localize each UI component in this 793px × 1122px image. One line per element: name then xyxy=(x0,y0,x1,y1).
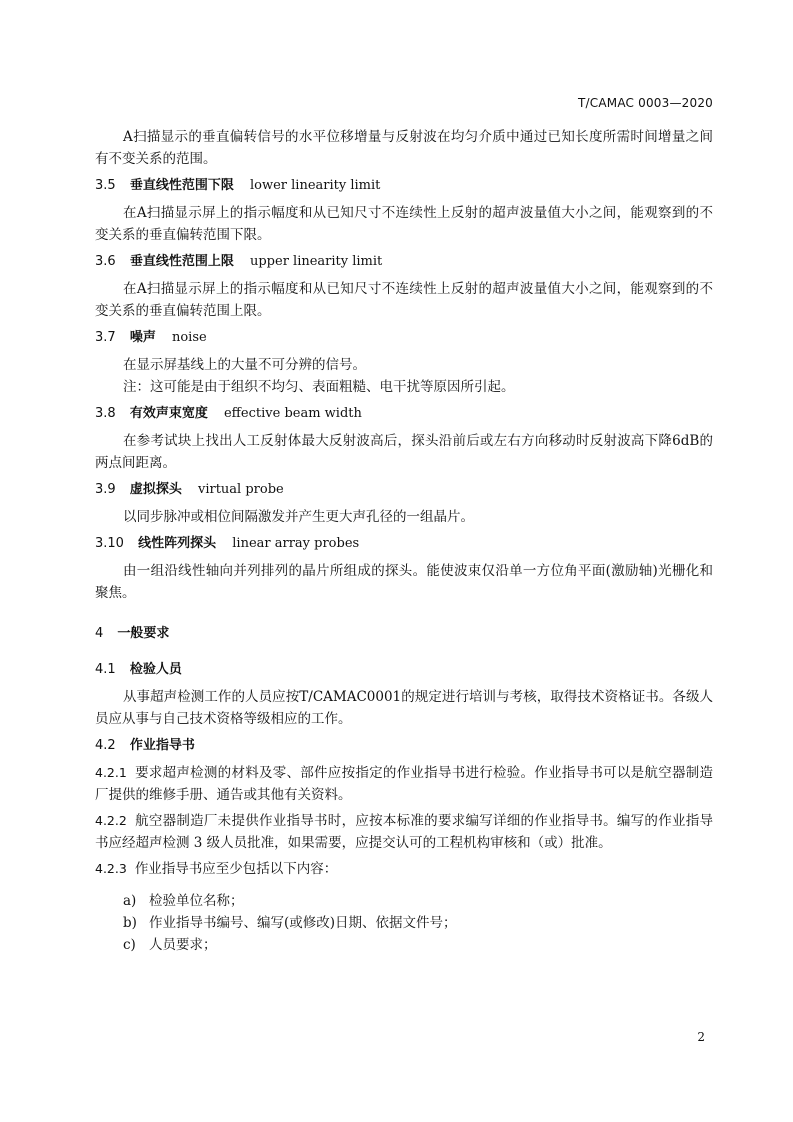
list-marker: b) xyxy=(123,915,137,931)
term-title-zh: 线性阵列探头 xyxy=(138,536,217,551)
term-number: 3.8 xyxy=(95,406,116,421)
section-number: 4.1 xyxy=(95,662,116,677)
term-heading-3-8 xyxy=(95,402,713,426)
term-definition: 在显示屏基线上的大量不可分辨的信号。 xyxy=(123,357,366,373)
requirements-list xyxy=(123,890,713,956)
clause-4-2-3 xyxy=(95,858,713,880)
term-title-en: lower linearity limit xyxy=(249,178,381,193)
clause-4-2-2 xyxy=(95,810,713,854)
list-item-text: 检验单位名称； xyxy=(149,893,244,909)
clause-number: 4.2.3 xyxy=(95,861,127,876)
clause-number: 4.2.2 xyxy=(95,813,127,828)
term-number: 3.10 xyxy=(95,536,124,551)
section-title: 一般要求 xyxy=(117,626,170,641)
term-number: 3.9 xyxy=(95,482,116,497)
term-number: 3.7 xyxy=(95,330,116,345)
list-item-text: 作业指导书编号、编写(或修改)日期、依据文件号； xyxy=(149,915,457,931)
term-title-en: noise xyxy=(171,330,207,345)
list-marker: a) xyxy=(123,893,137,909)
term-number: 3.5 xyxy=(95,178,116,193)
standard-number: T/CAMAC 0003—2020 xyxy=(578,96,713,110)
term-title-zh: 噪声 xyxy=(129,330,156,345)
list-marker: c) xyxy=(123,937,136,953)
section-number: 4.2 xyxy=(95,738,116,753)
term-number: 3.6 xyxy=(95,254,116,269)
term-title-en: linear array probes xyxy=(232,536,360,551)
term-title-en: virtual probe xyxy=(197,482,284,497)
term-heading-3-7 xyxy=(95,326,713,350)
section-heading-4 xyxy=(95,622,713,646)
section-title: 检验人员 xyxy=(129,662,182,677)
clause-4-2-1 xyxy=(95,762,713,806)
term-title-en: effective beam width xyxy=(223,406,362,421)
term-definition: 在参考试块上找出人工反射体最大反射波高后，探头沿前后或左右方向移动时反射波高下降6dB的两点间距离。 xyxy=(95,433,713,471)
term-title-zh: 垂直线性范围下限 xyxy=(129,178,234,193)
term-heading-3-6 xyxy=(95,250,713,274)
term-heading-3-9 xyxy=(95,478,713,502)
section-heading-4-2 xyxy=(95,734,713,758)
section-number: 4 xyxy=(95,626,104,641)
term-title-zh: 有效声束宽度 xyxy=(129,406,208,421)
term-definition: 由一组沿线性轴向并列排列的晶片所组成的探头。能使波束仅沿单一方位角平面(激励轴)光栅化和聚焦。 xyxy=(95,563,713,601)
term-note: 注：这可能是由于组织不均匀、表面粗糙、电干扰等原因所引起。 xyxy=(123,379,515,395)
list-item xyxy=(123,912,713,934)
list-item-text: 人员要求； xyxy=(149,937,217,953)
section-title: 作业指导书 xyxy=(129,738,195,753)
page-number: 2 xyxy=(697,1030,705,1044)
list-item xyxy=(123,934,713,956)
document-body xyxy=(95,126,713,956)
term-heading-3-10 xyxy=(95,532,713,556)
clause-text: 要求超声检测的材料及零、部件应按指定的作业指导书进行检验。作业指导书可以是航空器制造厂提供的维修手册、通告或其他有关资料。 xyxy=(95,765,713,803)
term-definition: 以同步脉冲或相位间隔激发并产生更大声孔径的一组晶片。 xyxy=(123,509,474,525)
intro-paragraph: A扫描显示的垂直偏转信号的水平位移增量与反射波在均匀介质中通过已知长度所需时间增量之间有不变关系的范围。 xyxy=(95,129,713,167)
term-heading-3-5 xyxy=(95,174,713,198)
list-item xyxy=(123,890,713,912)
term-title-zh: 垂直线性范围上限 xyxy=(129,254,234,269)
section-heading-4-1 xyxy=(95,658,713,682)
clause-number: 4.2.1 xyxy=(95,765,127,780)
term-definition: 在A扫描显示屏上的指示幅度和从已知尺寸不连续性上反射的超声波量值大小之间，能观察到的不变关系的垂直偏转范围上限。 xyxy=(95,281,713,319)
term-title-en: upper linearity limit xyxy=(249,254,383,269)
term-definition: 在A扫描显示屏上的指示幅度和从已知尺寸不连续性上反射的超声波量值大小之间，能观察到的不变关系的垂直偏转范围下限。 xyxy=(95,205,713,243)
clause-text: 作业指导书应至少包括以下内容： xyxy=(134,861,338,877)
clause-text: 航空器制造厂未提供作业指导书时，应按本标准的要求编写详细的作业指导书。编写的作业指导书应经超声检测 3 级人员批准，如果需要，应提交认可的工程机构审核和（或）批准。 xyxy=(95,813,713,851)
term-title-zh: 虚拟探头 xyxy=(129,482,182,497)
section-paragraph: 从事超声检测工作的人员应按T/CAMAC0001的规定进行培训与考核，取得技术资格证书。各级人员应从事与自己技术资格等级相应的工作。 xyxy=(95,689,713,727)
